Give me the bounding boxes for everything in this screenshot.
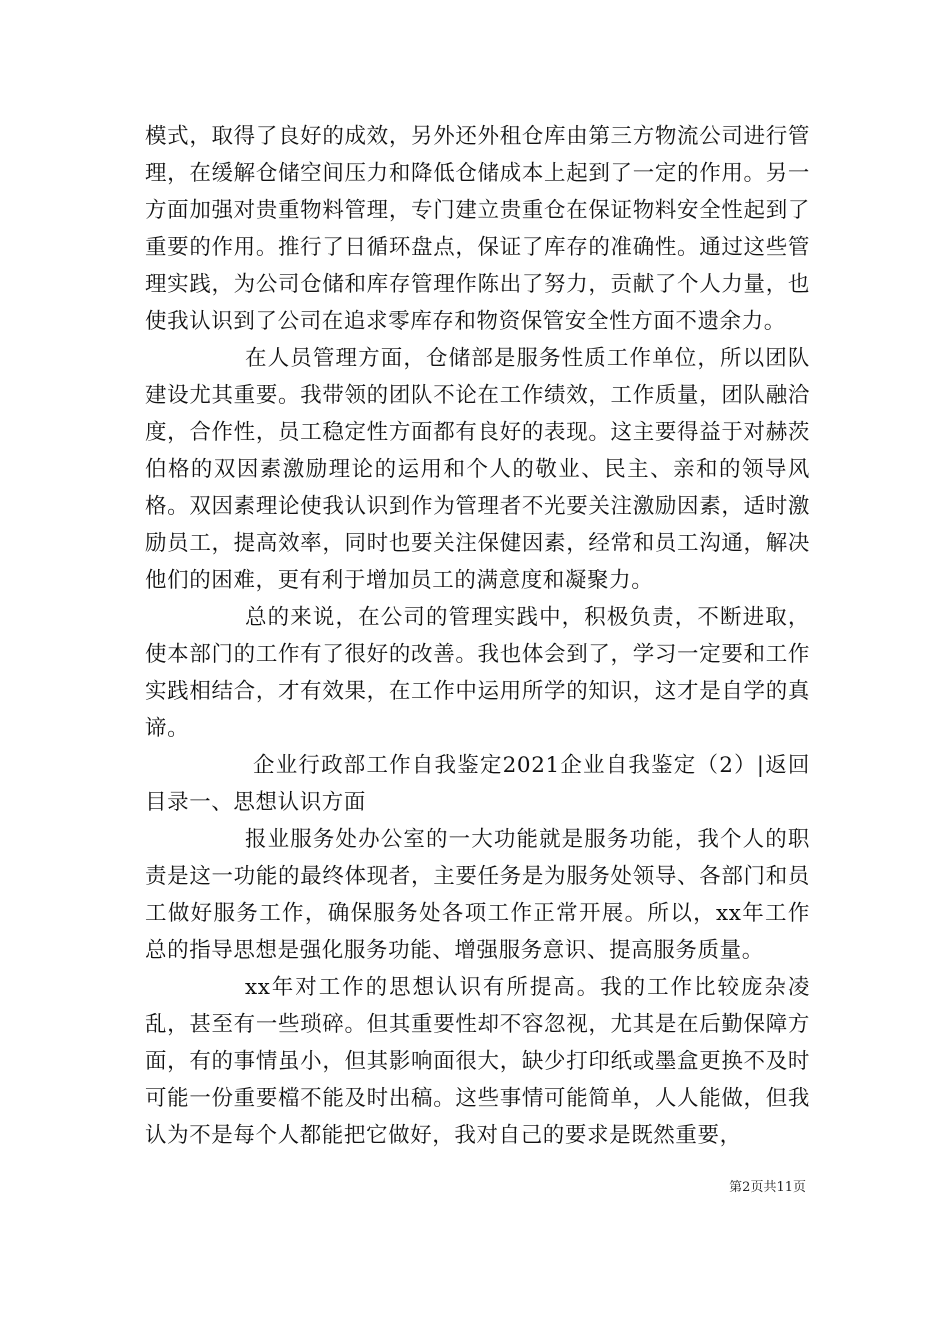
paragraph-work-awareness: xx年对工作的思想认识有所提高。我的工作比较庞杂凌乱，甚至有一些琐碎。但其重要性却不容忽视，尤其是在后勤保障方面，有的事情虽小，但其影响面很大，缺少打印纸或墨盒更换不及时可能一份重要檔不能及时出稿。这些事情可能简单，人人能做，但我认为不是每个人都能把它做好，我对自己的要求是既然重要， xyxy=(145,975,810,1148)
page-number-footer: 第2页共11页 xyxy=(729,1180,806,1195)
paragraph-summary: 总的来说，在公司的管理实践中，积极负责，不断进取，使本部门的工作有了很好的改善。我也体会到了，学习一定要和工作实践相结合，才有效果，在工作中运用所学的知识，这才是自学的真谛。 xyxy=(145,605,810,741)
paragraph-personnel-management: 在人员管理方面，仓储部是服务性质工作单位，所以团队建设尤其重要。我带领的团队不论在工作绩效，工作质量，团队融洽度，合作性，员工稳定性方面都有良好的表现。这主要得益于对赫茨伯格的双因素激励理论的运用和个人的敬业、民主、亲和的领导风格。双因素理论使我认识到作为管理者不光要关注激励因素，适时激励员工，提高效率，同时也要关注保健因素，经常和员工沟通，解决他们的困难，更有利于增加员工的满意度和凝聚力。 xyxy=(145,346,810,593)
section-heading: 企业行政部工作自我鉴定2021企业自我鉴定（2）|返回目录一、思想认识方面 xyxy=(145,753,810,815)
document-body xyxy=(145,118,810,1154)
paragraph-office-function: 报业服务处办公室的一大功能就是服务功能，我个人的职责是这一功能的最终体现者，主要任务是为服务处领导、各部门和员工做好服务工作，确保服务处各项工作正常开展。所以，xx年工作总的指导思想是强化服务功能、增强服务意识、提高服务质量。 xyxy=(145,827,810,963)
paragraph-continuation: 模式，取得了良好的成效，另外还外租仓库由第三方物流公司进行管理，在缓解仓储空间压力和降低仓储成本上起到了一定的作用。另一方面加强对贵重物料管理，专门建立贵重仓在保证物料安全性起到了重要的作用。推行了日循环盘点，保证了库存的准确性。通过这些管理实践，为公司仓储和库存管理作陈出了努力，贡献了个人力量，也使我认识到了公司在追求零库存和物资保管安全性方面不遗余力。 xyxy=(145,124,810,334)
